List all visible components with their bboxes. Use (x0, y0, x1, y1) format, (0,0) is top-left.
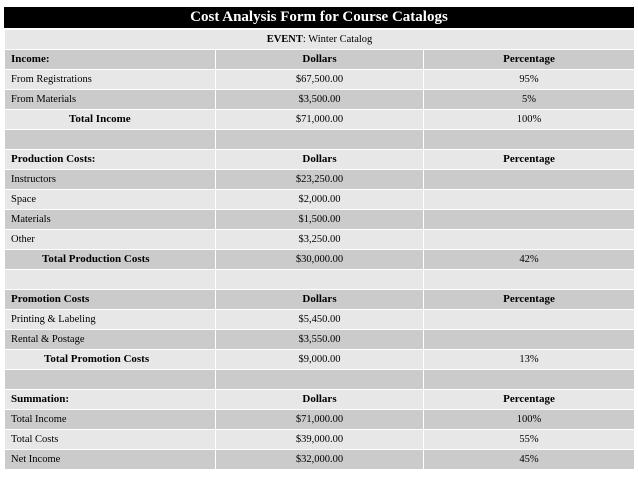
row-label: From Registrations (5, 70, 216, 90)
total-label-cell (5, 250, 216, 270)
row-label: Net Income (5, 450, 216, 470)
total-label: Total Income (69, 113, 131, 125)
row-dollars: $3,550.00 (216, 330, 424, 350)
row-percentage (424, 330, 635, 350)
percentage-header: Percentage (424, 290, 635, 310)
row-label: From Materials (5, 90, 216, 110)
production-header-row (5, 150, 635, 170)
row-percentage (424, 190, 635, 210)
event-value: : Winter Catalog (302, 34, 373, 45)
total-label-cell (5, 350, 216, 370)
total-dollars: $71,000.00 (216, 110, 424, 130)
cost-table (4, 29, 635, 470)
row-percentage (424, 310, 635, 330)
row-dollars: $3,500.00 (216, 90, 424, 110)
row-dollars: $1,500.00 (216, 210, 424, 230)
table-row (5, 330, 635, 350)
total-percentage: 13% (424, 350, 635, 370)
section-header-label: Summation: (5, 390, 216, 410)
promotion-header-row (5, 290, 635, 310)
row-dollars: $67,500.00 (216, 70, 424, 90)
table-row (5, 450, 635, 470)
row-percentage (424, 170, 635, 190)
row-percentage: 95% (424, 70, 635, 90)
dollars-header: Dollars (216, 390, 424, 410)
row-dollars: $2,000.00 (216, 190, 424, 210)
percentage-header: Percentage (424, 50, 635, 70)
row-label: Rental & Postage (5, 330, 216, 350)
row-label: Materials (5, 210, 216, 230)
row-percentage: 5% (424, 90, 635, 110)
spacer-row (5, 270, 635, 290)
total-percentage: 100% (424, 110, 635, 130)
row-percentage: 100% (424, 410, 635, 430)
table-row (5, 230, 635, 250)
row-percentage (424, 230, 635, 250)
percentage-header: Percentage (424, 150, 635, 170)
table-row (5, 190, 635, 210)
total-label-cell (5, 110, 216, 130)
row-percentage (424, 210, 635, 230)
section-header-label: Income: (5, 50, 216, 70)
total-row (5, 250, 635, 270)
dollars-header: Dollars (216, 290, 424, 310)
income-header-row (5, 50, 635, 70)
row-label: Other (5, 230, 216, 250)
row-label: Total Income (5, 410, 216, 430)
row-label: Total Costs (5, 430, 216, 450)
form-title: Cost Analysis Form for Course Catalogs (4, 7, 634, 28)
row-percentage: 55% (424, 430, 635, 450)
event-row (5, 30, 635, 50)
table-row (5, 70, 635, 90)
total-row (5, 350, 635, 370)
spacer-row (5, 370, 635, 390)
table-row (5, 410, 635, 430)
event-label: EVENT (266, 34, 303, 45)
total-label: Total Production Costs (42, 253, 150, 265)
table-row (5, 90, 635, 110)
table-row (5, 430, 635, 450)
row-label: Instructors (5, 170, 216, 190)
total-dollars: $30,000.00 (216, 250, 424, 270)
dollars-header: Dollars (216, 50, 424, 70)
row-dollars: $5,450.00 (216, 310, 424, 330)
total-dollars: $9,000.00 (216, 350, 424, 370)
row-dollars: $39,000.00 (216, 430, 424, 450)
total-row (5, 110, 635, 130)
total-percentage: 42% (424, 250, 635, 270)
row-label: Space (5, 190, 216, 210)
row-dollars: $32,000.00 (216, 450, 424, 470)
percentage-header: Percentage (424, 390, 635, 410)
table-row (5, 310, 635, 330)
table-row (5, 170, 635, 190)
section-header-label: Production Costs: (5, 150, 216, 170)
table-row (5, 210, 635, 230)
dollars-header: Dollars (216, 150, 424, 170)
row-dollars: $23,250.00 (216, 170, 424, 190)
row-label: Printing & Labeling (5, 310, 216, 330)
row-dollars: $71,000.00 (216, 410, 424, 430)
total-label: Total Promotion Costs (44, 353, 150, 365)
row-dollars: $3,250.00 (216, 230, 424, 250)
event-cell (5, 30, 635, 50)
row-percentage: 45% (424, 450, 635, 470)
section-header-label: Promotion Costs (5, 290, 216, 310)
spacer-row (5, 130, 635, 150)
summation-header-row (5, 390, 635, 410)
